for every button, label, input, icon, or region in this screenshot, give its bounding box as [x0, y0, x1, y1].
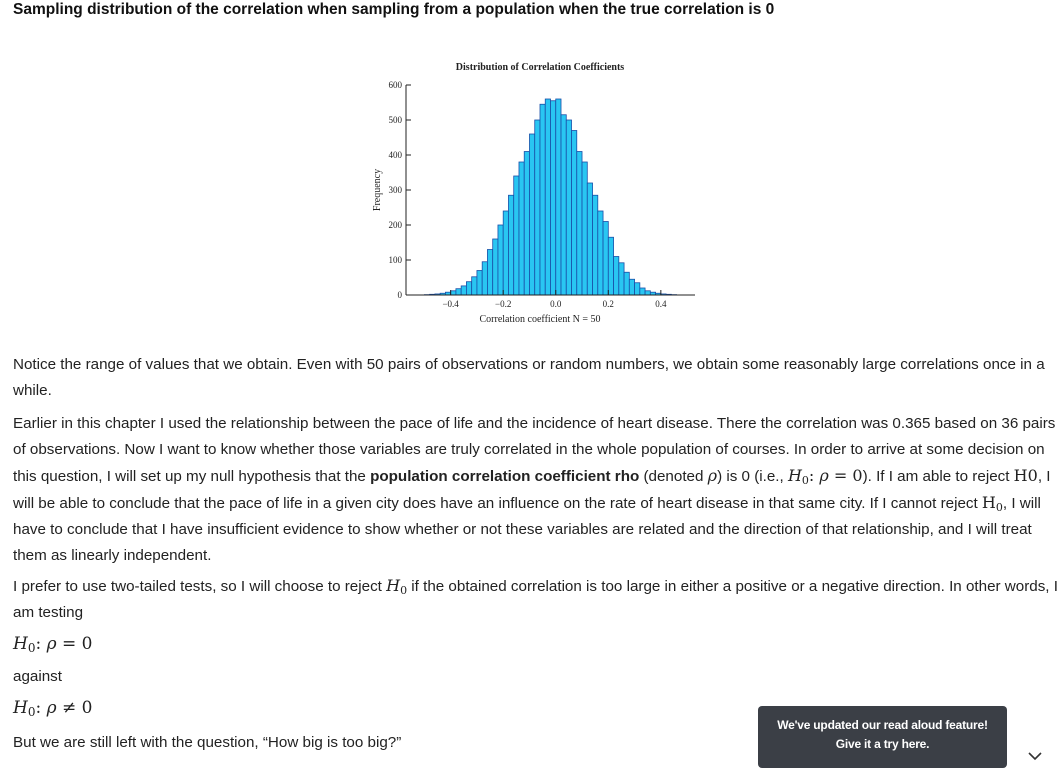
math-h0-rho-zero: $H_0$: ρ = 0 — [788, 466, 863, 485]
histogram-bar — [619, 263, 624, 295]
chart-title: Distribution of Correlation Coefficients — [456, 62, 625, 73]
histogram-bar — [519, 162, 524, 295]
para3-text-b: if the obtained correlation is too large in either a positive or a negative direction. In other words, I am testing — [13, 578, 1058, 621]
final-question: But we are still left with the question, “How big is too big?” — [13, 734, 401, 751]
x-tick-label: −0.4 — [442, 299, 459, 309]
para2-text-f: , I will have to conclude that I have insufficient evidence to show whether or not these variables are related and the direction of that relationship, and I will treat them as linearly independent. — [13, 495, 1041, 564]
histogram-bar — [593, 195, 598, 295]
histogram-bar — [508, 195, 513, 295]
para3-text-a: I prefer to use two-tailed tests, so I will choose to reject — [13, 578, 386, 595]
read-aloud-toast[interactable] — [758, 706, 1007, 768]
para2-text-a: Earlier in this chapter I used the relationship between the pace of life and the incidence of heart disease. There the correlation was 0.365 based on 36 pairs of observations. Now I want to know whether those variables are truly correlated in the whole population of courses. In order to arrive at some decision on this question, I will set up my null hypothesis that the — [13, 415, 1055, 485]
histogram-bars — [424, 99, 676, 295]
x-tick-label: 0.0 — [550, 299, 562, 309]
math-h0-sub: $H_0$ — [982, 493, 1003, 512]
histogram-bar — [629, 279, 634, 295]
histogram-bar — [524, 152, 529, 296]
histogram-bar — [503, 211, 508, 295]
histogram-bar — [587, 183, 592, 295]
histogram-bar — [529, 134, 534, 295]
histogram-bar — [645, 291, 650, 295]
histogram-bar — [556, 99, 561, 295]
y-tick-label: 200 — [389, 220, 403, 230]
histogram-bar — [603, 222, 608, 296]
histogram-bar — [582, 162, 587, 295]
x-tick-label: −0.2 — [495, 299, 511, 309]
histogram-bar — [482, 262, 487, 295]
paragraph-range-note: Notice the range of values that we obtain. Even with 50 pairs of observations or random numbers, we obtain some reasonably large correlations once in a while. — [13, 352, 1058, 404]
y-tick-label: 100 — [389, 255, 403, 265]
y-axis-label: Frequency — [372, 169, 383, 211]
term-population-rho: population correlation coefficient rho — [370, 468, 639, 485]
histogram-chart — [360, 55, 705, 330]
histogram-bar — [572, 131, 577, 296]
histogram-bar — [472, 277, 477, 295]
histogram-bar — [493, 239, 498, 295]
x-axis-label: Correlation coefficient N = 50 — [480, 314, 601, 325]
page-title: Sampling distribution of the correlation when sampling from a population when the true correlation is 0 — [13, 1, 774, 19]
correlation-histogram-figure — [360, 55, 705, 330]
para2-text-d: ). If I am able to reject — [863, 468, 1014, 485]
x-tick-label: 0.4 — [655, 299, 667, 309]
histogram-bar — [451, 291, 456, 295]
histogram-bar — [566, 120, 571, 295]
histogram-bar — [577, 152, 582, 296]
histogram-bar — [514, 176, 519, 295]
histogram-bar — [535, 120, 540, 295]
histogram-bar — [614, 257, 619, 296]
histogram-bar — [461, 286, 466, 295]
histogram-bar — [487, 250, 492, 296]
y-tick-label: 0 — [398, 290, 403, 300]
para2-text-b: (denoted — [639, 468, 707, 485]
histogram-bar — [498, 225, 503, 295]
toast-line-2[interactable]: Give it a try here. — [758, 735, 1007, 754]
histogram-bar — [466, 282, 471, 295]
chevron-down-icon[interactable] — [1026, 748, 1044, 764]
para2-text-e: , I will be able to conclude that the pace of life in a given city does have an influence on the rate of heart disease in that same city. If I cannot reject — [13, 468, 1050, 512]
paragraph-null-hypothesis — [13, 411, 1058, 569]
equation-alternative: $H_0$: ρ ≠ 0 — [13, 698, 92, 718]
equation-null: $H_0$: ρ = 0 — [13, 634, 92, 654]
histogram-bar — [551, 101, 556, 295]
histogram-bar — [540, 104, 545, 295]
math-h0-italic: $H_0$ — [386, 576, 407, 595]
y-tick-label: 400 — [389, 150, 403, 160]
histogram-bar — [561, 115, 566, 295]
histogram-bar — [635, 283, 640, 295]
histogram-bar — [624, 272, 629, 295]
histogram-bar — [456, 289, 461, 295]
y-tick-label: 600 — [389, 80, 403, 90]
against-label: against — [13, 668, 62, 685]
math-h0-plain: H0 — [1014, 466, 1038, 485]
histogram-bar — [608, 237, 613, 295]
histogram-bar — [477, 271, 482, 296]
math-rho: ρ — [708, 466, 717, 485]
histogram-bar — [640, 288, 645, 295]
y-tick-label: 300 — [389, 185, 403, 195]
toast-line-1: We've updated our read aloud feature! — [758, 716, 1007, 735]
x-tick-label: 0.2 — [603, 299, 614, 309]
histogram-bar — [545, 99, 550, 295]
para2-text-c: ) is 0 (i.e., — [717, 468, 788, 485]
paragraph-two-tailed — [13, 573, 1058, 626]
histogram-bar — [598, 211, 603, 295]
y-tick-label: 500 — [389, 115, 403, 125]
